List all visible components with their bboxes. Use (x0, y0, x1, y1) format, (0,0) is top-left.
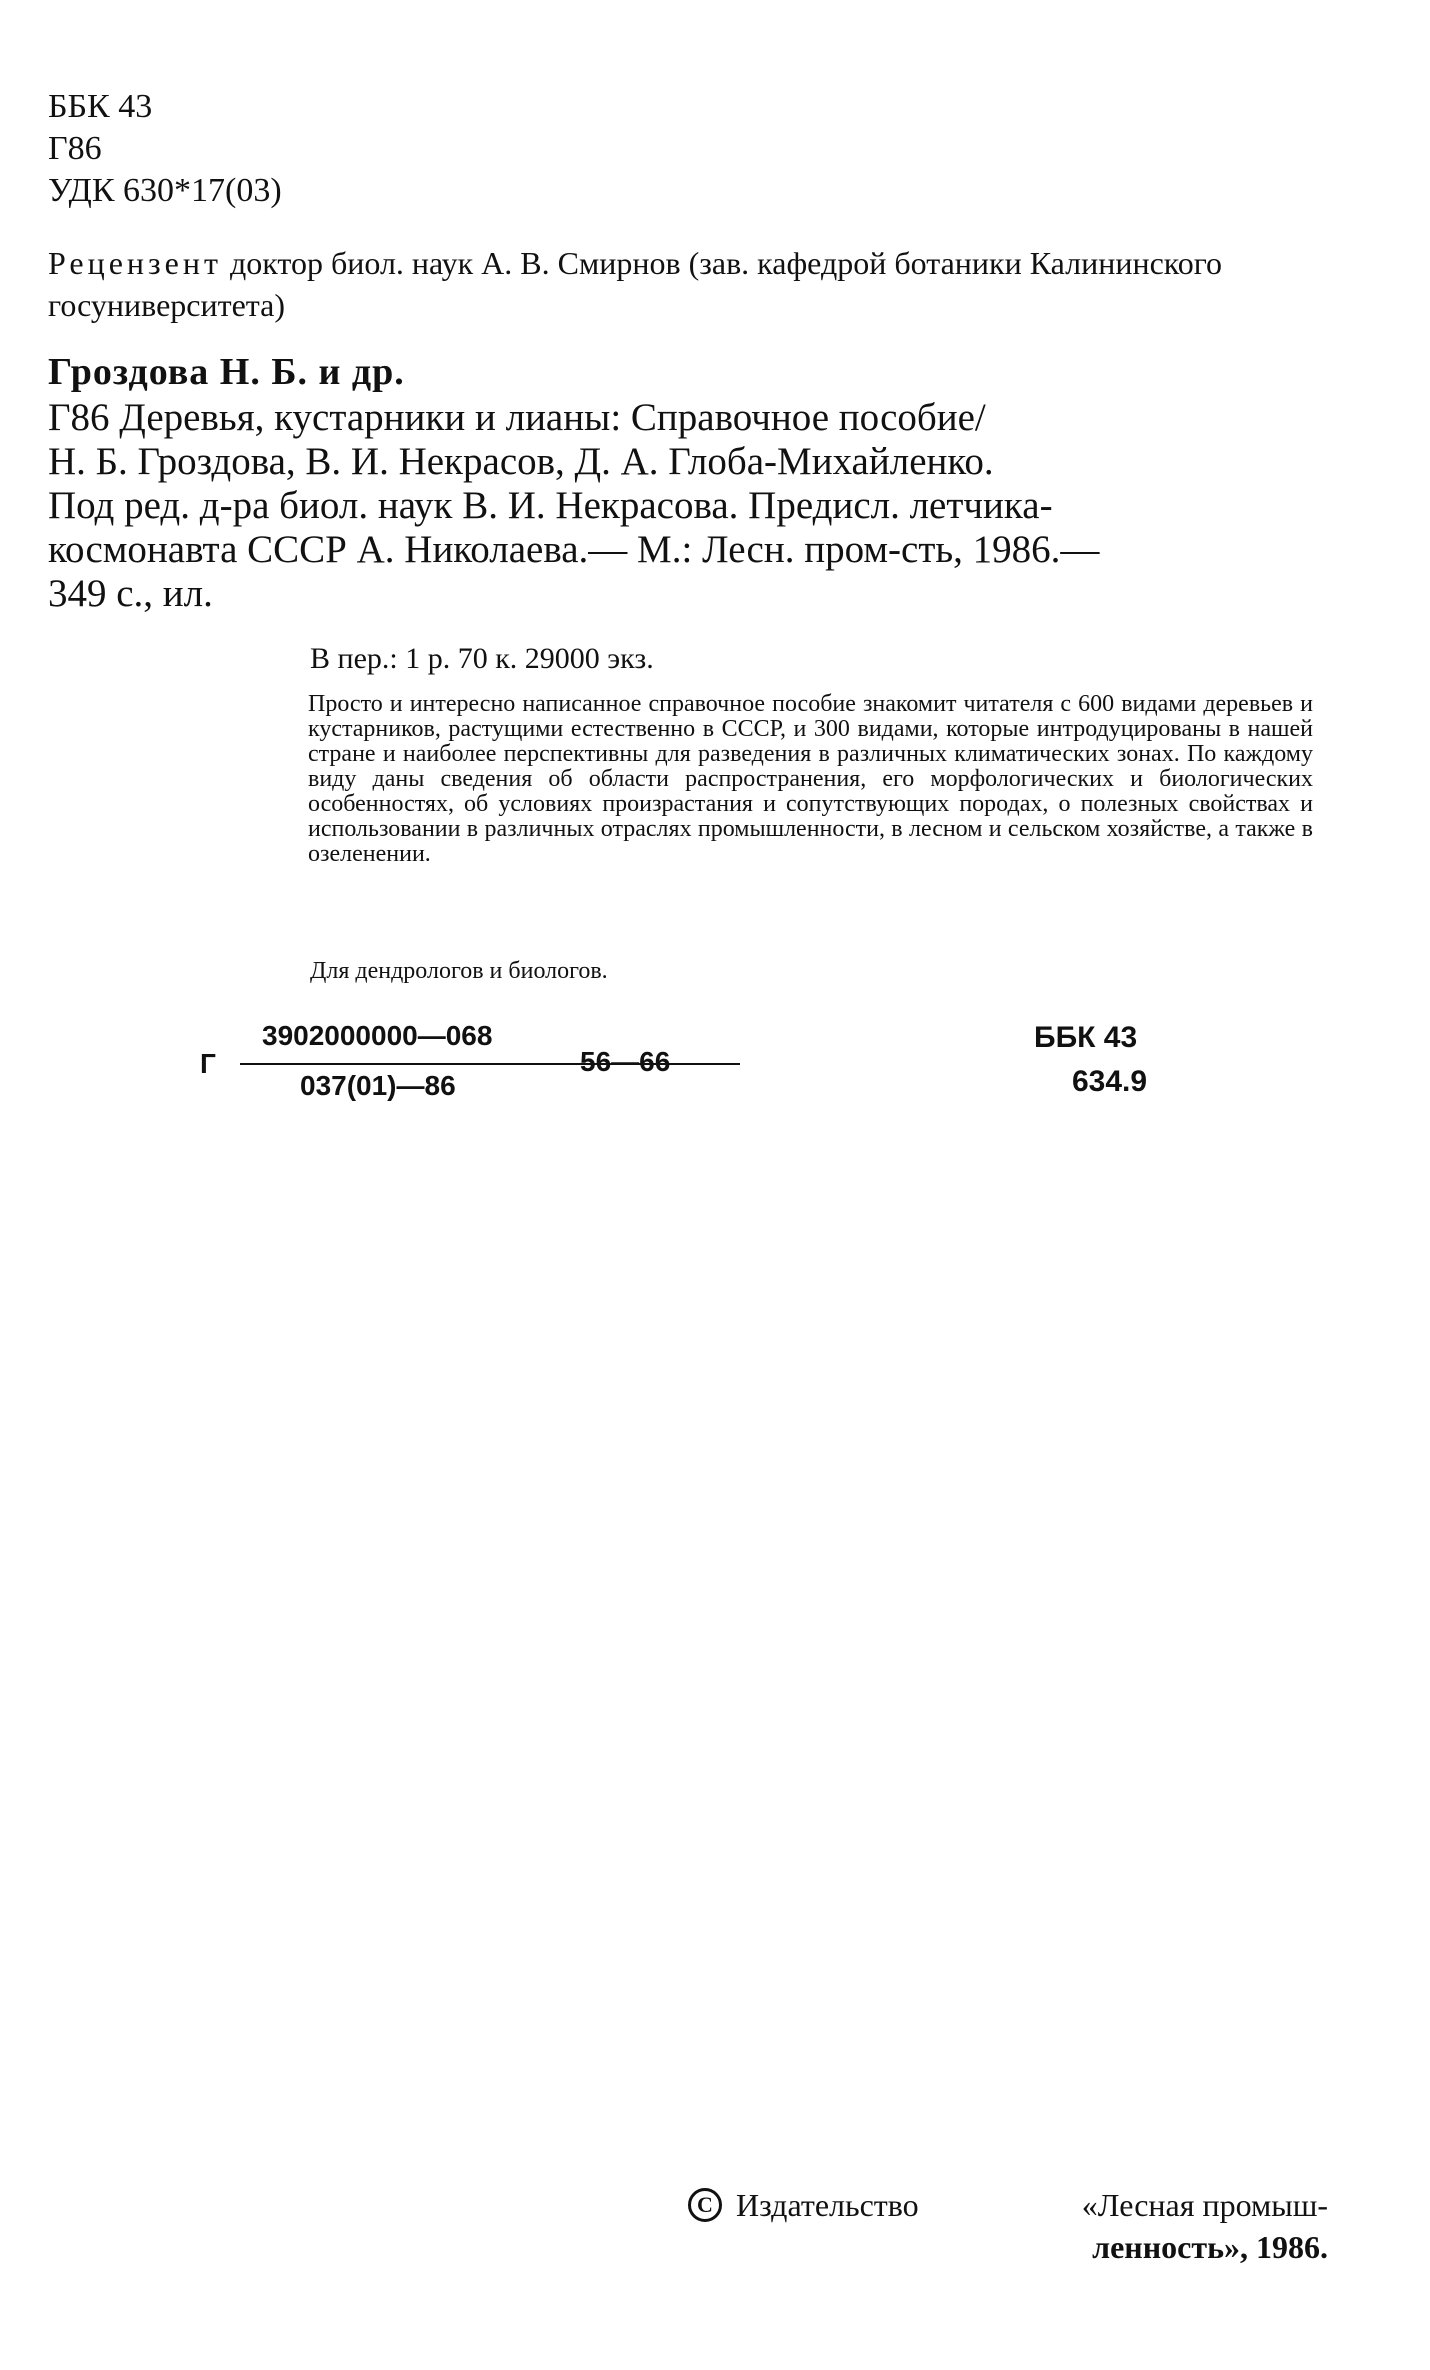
catalog-line (48, 484, 1313, 528)
formula-denominator: 037(01)—86 (300, 1070, 456, 1101)
author-heading: Гроздова Н. Б. и др. (48, 351, 405, 393)
bbk-code: ББК 43 (48, 88, 153, 125)
catalog-line-text: Н. Б. Гроздова, В. И. Некрасов, Д. А. Глоба-Михайленко. (48, 440, 994, 483)
publisher-name-start: «Лесная промыш- (1081, 2187, 1328, 2223)
price-and-print-run: В пер.: 1 р. 70 к. 29000 экз. (310, 642, 654, 675)
classification-formula (200, 1020, 1100, 1130)
catalog-line (48, 572, 1313, 616)
publisher-line-1 (688, 2184, 1328, 2226)
catalog-line (48, 528, 1313, 572)
index-code: Г86 (48, 130, 102, 167)
catalog-line (48, 396, 1313, 440)
catalog-entry (48, 396, 1313, 616)
formula-letter: Г (200, 1048, 216, 1079)
audience-note: Для дендрологов и биологов. (310, 958, 608, 984)
publisher-label: Издательство (736, 2187, 919, 2223)
reviewer-label: Рецензент (48, 245, 222, 281)
catalog-line-text: космонавта СССР А. Николаева.— М.: Лесн. пром-сть, 1986.— (48, 528, 1100, 571)
copyright-icon: C (688, 2188, 722, 2222)
catalog-line (48, 440, 1313, 484)
reviewer-note (48, 242, 1313, 326)
reviewer-text: доктор биол. наук А. В. Смирнов (зав. кафедрой ботаники Калининского госуниверситета) (48, 245, 1223, 323)
bbk-line-2: 634.9 (1072, 1065, 1148, 1098)
catalog-line-text: Под ред. д-ра биол. наук В. И. Некрасова. Предисл. летчика- (48, 484, 1053, 527)
catalog-line-text: Г86 Деревья, кустарники и лианы: Справочное пособие/ (48, 396, 986, 439)
udk-code: УДК 630*17(03) (48, 172, 282, 209)
publisher-copyright (688, 2184, 1328, 2268)
annotation: Просто и интересно написанное справочное пособие знакомит читателя с 600 видами деревьев и кустарников, растущими естественно в СССР, и 300 видами, которые интродуцированы в нашей стране и наиболее перспективны для разведения в различных климатических зонах. По каждому виду даны сведения об области распространения, его морфологических и биологических особенностях, об условиях произрастания и сопутствующих породах, о полезных свойствах и использовании в различных отраслях промышленности, в лесном и сельском хозяйстве, а также в озеленении. (308, 691, 1313, 867)
bbk-line-1: ББК 43 (1034, 1021, 1138, 1054)
catalog-line-text: 349 с., ил. (48, 572, 213, 615)
bbk-classification (1034, 1016, 1147, 1104)
formula-numerator: 3902000000—068 (262, 1020, 493, 1051)
publisher-line-2: ленность», 1986. (1092, 2229, 1328, 2265)
header-codes (48, 86, 282, 212)
formula-pages: 56—66 (580, 1046, 671, 1077)
